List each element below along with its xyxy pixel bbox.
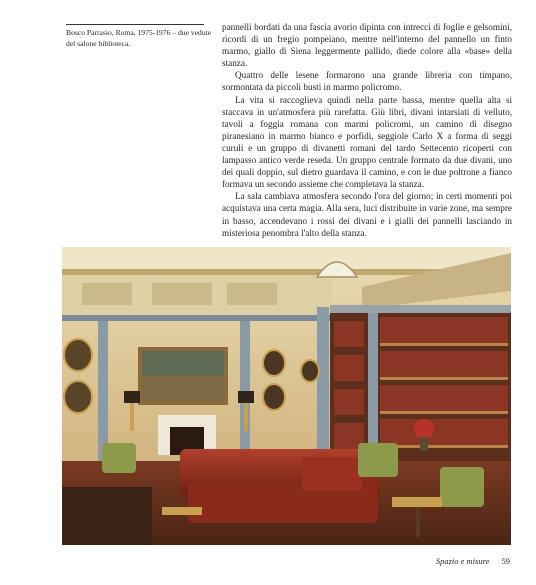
library-salon-photo bbox=[62, 247, 511, 545]
body-text bbox=[222, 21, 512, 239]
photo-caption: Bosco Parrasio, Roma, 1975-1976 – due vedute del salone biblioteca. bbox=[66, 28, 212, 48]
page-footer bbox=[436, 556, 510, 566]
paragraph: La sala cambiava atmosfera secondo l'ora del giorno; in certi momenti poi acquistava una certa magia. Alla sera, luci distribuite in varie zone, ma sempre in basso, accendevano i rossi dei divani e i gialli dei pannelli lasciando in misteriosa penombra l'alto della stanza. bbox=[222, 191, 512, 238]
paragraph: pannelli bordati da una fascia avorio dipinta con intrecci di foglie e gelsomini, ricordi di un fregio pompeiano, mentre nell'interno del pannello un finto marmo, giallo di Siena leggermente pallido, diede colore alla «base» della stanza. bbox=[222, 22, 512, 69]
page-number: 59 bbox=[501, 556, 510, 566]
paragraph: La vita si raccoglieva quindi nella parte bassa, mentre quella alta si staccava in un'atmosfera più rarefatta. Giù libri, divani intarsiati di velluto, tavoli a foggia romana con marmi policromi, un camino di disegno piranesiano in marmo bianco e porfidi, seggiole Carlo X a forma di seggi curuli e un gruppo di divanetti romani del tardo Settecento ricoperti con lampasso antico verde reseda. Un gruppo centrale formato da due divani, uno dei quali doppio, sul dietro guardava il camino, e con le due poltrone a fianco formava un secondo assieme che completava la stanza. bbox=[222, 94, 512, 190]
caption-rule bbox=[66, 24, 204, 25]
paragraph: Quattro delle lesene formarono una grande libreria con timpano, sormontata da piccoli busti in marmo policromo. bbox=[222, 70, 512, 93]
section-title: Spazio e misure bbox=[435, 556, 490, 566]
